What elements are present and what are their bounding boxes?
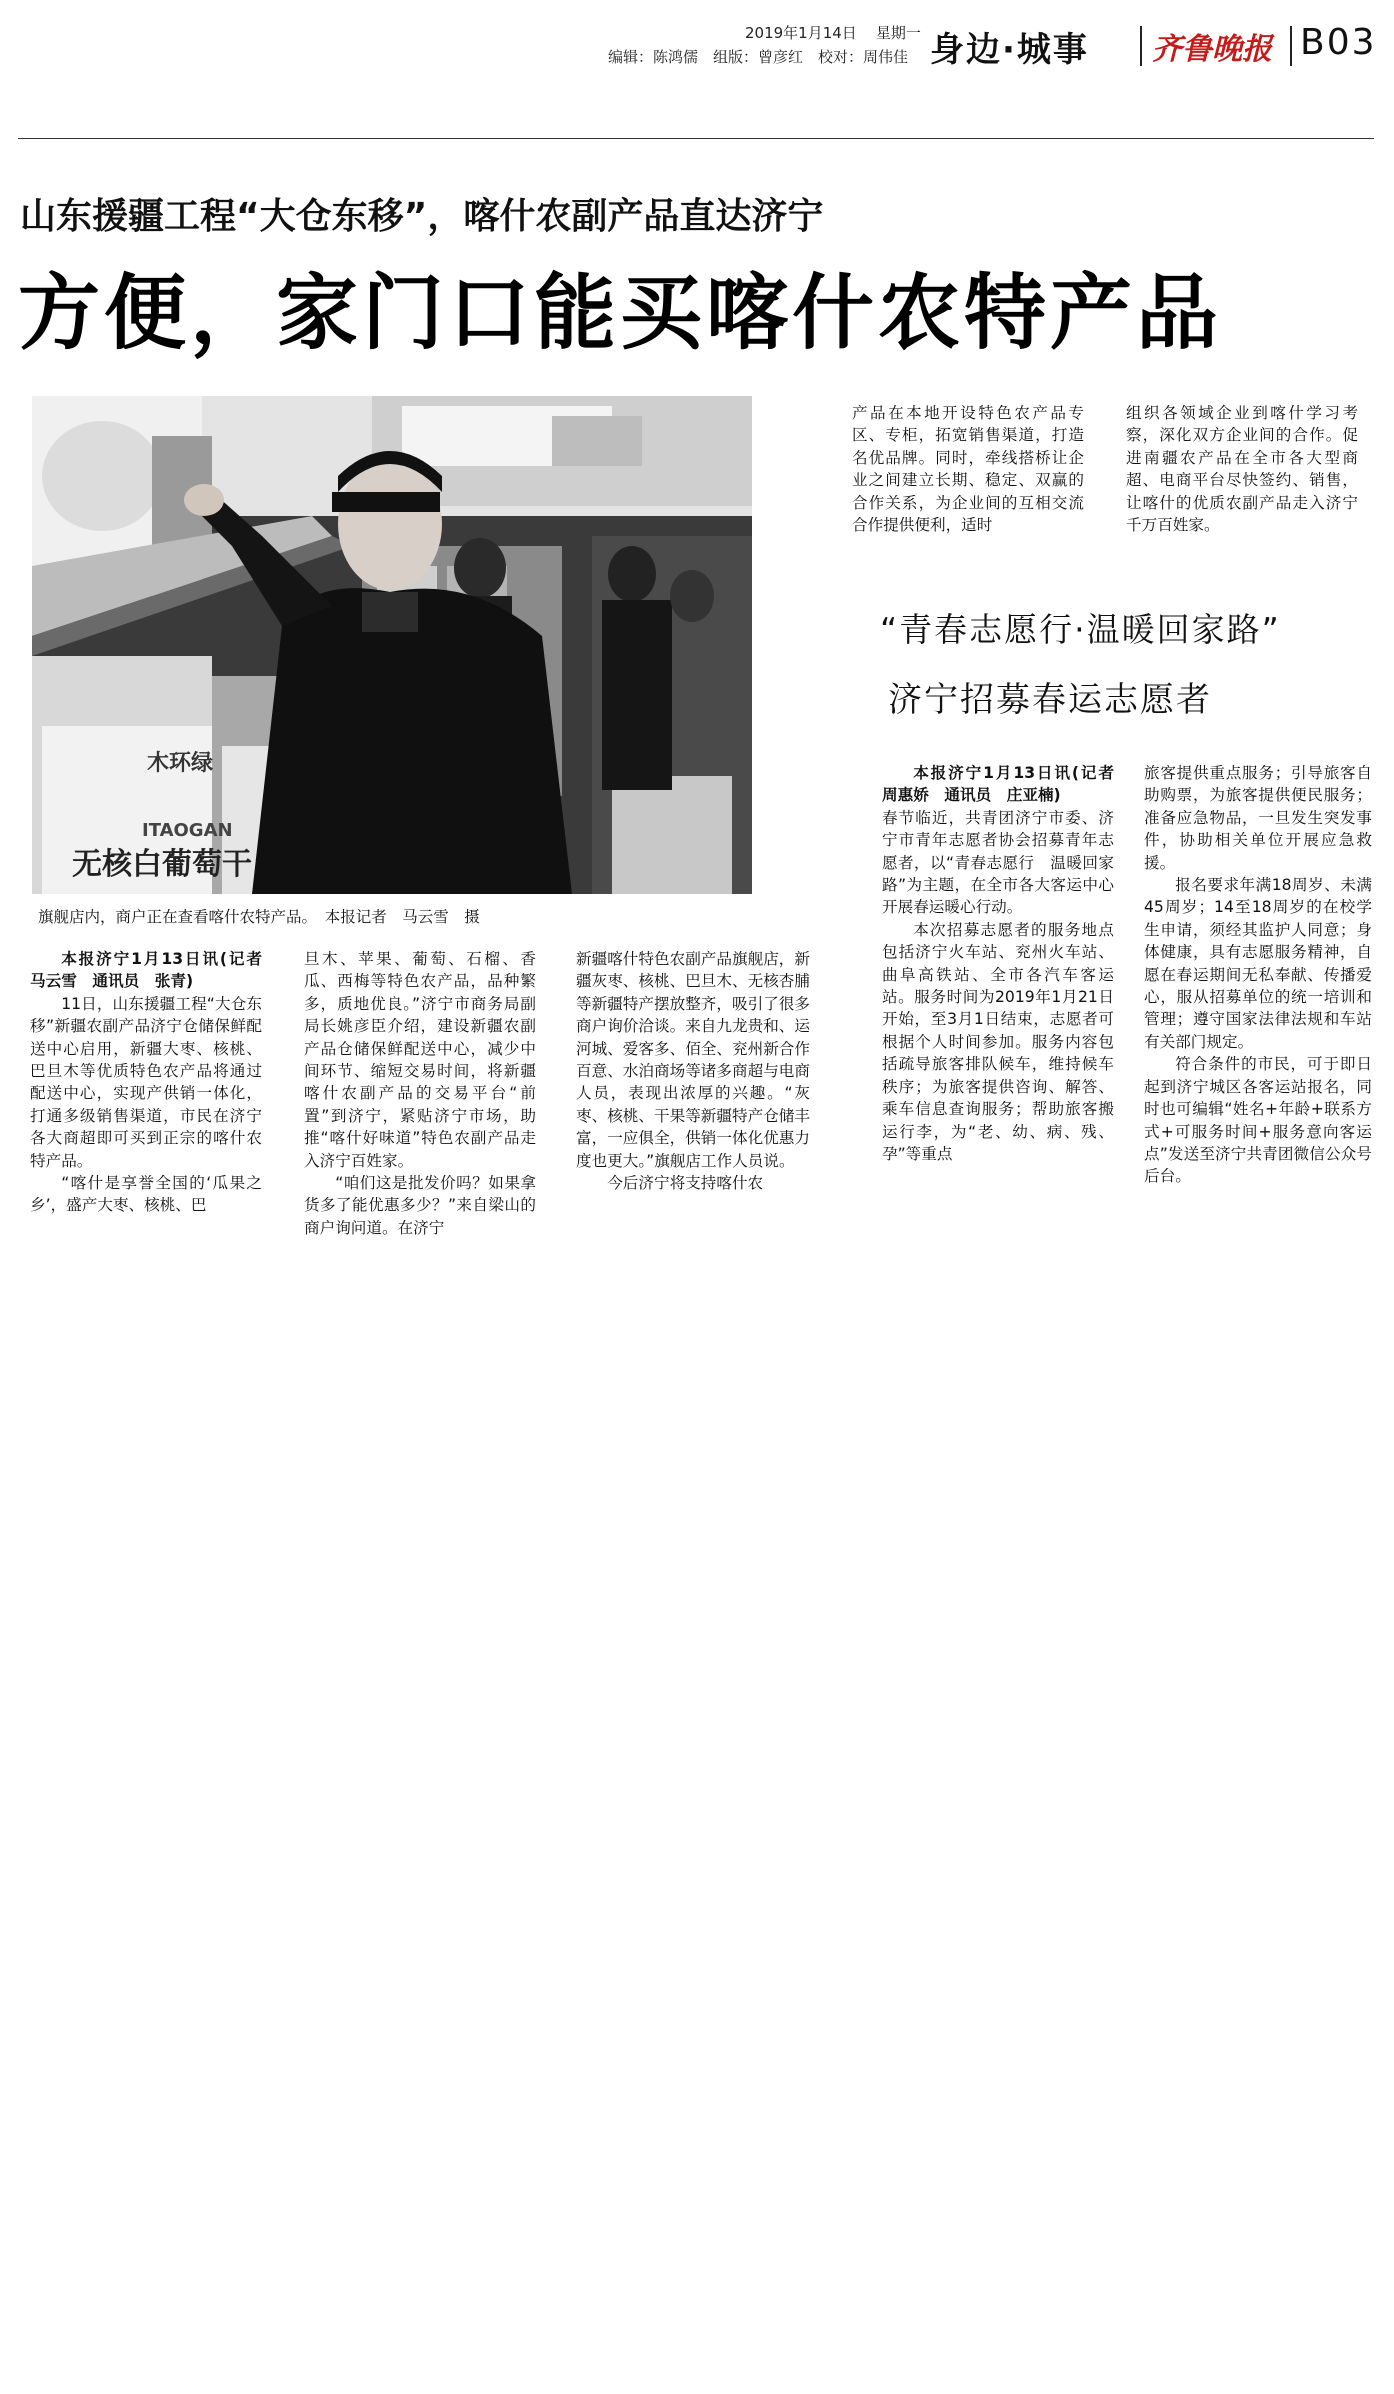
package-pinyin-text: ITAOGAN [142, 820, 233, 841]
page-number: B03 [1300, 22, 1377, 63]
story2-paragraph: 报名要求年满18周岁、未满45周岁；14至18周岁的在校学生申请，须经其监护人同意；身体健康，具有志愿服务精神，自愿在春运期间无私奉献、传播爱心，服从招募单位的统一培训和管理；遵守国家法律法规和车站有关部门规定。 [1144, 876, 1372, 1051]
story2-column-b [1144, 762, 1372, 1188]
story1-paragraph: 旦木、苹果、葡萄、石榴、香瓜、西梅等特色农产品，品种繁多，质地优良。”济宁市商务局副局长姚彦臣介绍，建设新疆农副产品仓储保鲜配送中心，减少中间环节、缩短交易时间，将新疆喀什农副产品的交易平台“前置”到济宁，紧贴济宁市场，助推“喀什好味道”特色农副产品走入济宁百姓家。 [304, 950, 536, 1170]
story2-paragraph: 符合条件的市民，可于即日起到济宁城区各客运站报名，同时也可编辑“姓名+年龄+联系方式+可服务时间+服务意向客运点”发送至济宁共青团微信公众号后台。 [1144, 1055, 1372, 1186]
header-rule [18, 138, 1374, 139]
story2-column-a [882, 762, 1130, 1165]
story2-paragraph: 春节临近，共青团济宁市委、济宁市青年志愿者协会招募青年志愿者，以“青春志愿行 温暖回家路”为主题，在全市各大客运中心开展春运暖心行动。 [882, 808, 1114, 917]
issue-date-line [745, 22, 921, 44]
story1-column-5 [1126, 402, 1358, 536]
newspaper-logo: 齐鲁晚报 [1152, 32, 1272, 67]
header-divider [1290, 26, 1292, 66]
photo-caption: 旗舰店内，商户正在查看喀什农特产品。 本报记者 马云雪 摄 [38, 908, 480, 926]
story1-paragraph: 今后济宁将支持喀什农 [607, 1174, 764, 1193]
story2-subhead: “青春志愿行·温暖回家路” [880, 610, 1281, 649]
story1-column-4 [852, 402, 1084, 536]
story1-subhead: 山东援疆工程“大仓东移”，喀什农副产品直达济宁 [20, 196, 824, 237]
header-divider [1140, 26, 1142, 66]
story2-byline: 本报济宁1月13日讯(记者 周惠娇 通讯员 庄亚楠) [882, 764, 1130, 805]
story1-column-1 [30, 948, 278, 1217]
story1-paragraph: 组织各领域企业到喀什学习考察，深化双方企业间的合作。促进南疆农产品在全市各大型商超、电商平台尽快签约、销售，让喀什的优质农副产品走入济宁千万百姓家。 [1126, 404, 1358, 535]
section-title: 身边·城事 [930, 30, 1089, 70]
story1-paragraph: “喀什是享誉全国的‘瓜果之乡’，盛产大枣、核桃、巴 [30, 1174, 262, 1215]
story1-paragraph: 产品在本地开设特色农产品专区、专柜，拓宽销售渠道，打造名优品牌。同时，牵线搭桥让企业之间建立长期、稳定、双赢的合作关系，为企业间的互相交流合作提供便利，适时 [852, 404, 1084, 535]
story1-photo [32, 396, 752, 894]
story1-byline: 本报济宁1月13日讯(记者 马云雪 通讯员 张青) [30, 950, 278, 991]
story1-paragraph: 新疆喀什特色农副产品旗舰店，新疆灰枣、核桃、巴旦木、无核杏脯等新疆特产摆放整齐，吸引了很多商户询价洽谈。来自九龙贵和、运河城、爱客多、佰全、兖州新合作百意、水泊商场等诸多商超与电商人员，表现出浓厚的兴趣。“灰枣、核桃、干果等新疆特产仓储丰富，一应俱全，供销一体化优惠力度也更大。”旗舰店工作人员说。 [576, 950, 810, 1170]
package-brand-text: 木环绿 [147, 751, 214, 776]
story1-paragraph: 11日，山东援疆工程“大仓东移”新疆农副产品济宁仓储保鲜配送中心启用，新疆大枣、核桃、巴旦木等优质特色农产品将通过配送中心，实现产供销一体化，打通多级销售渠道，市民在济宁各大商超即可买到正宗的喀什农特产品。 [30, 994, 262, 1170]
shop-scene-illustration [32, 396, 752, 894]
story2-paragraph: 旅客提供重点服务；引导旅客自助购票，为旅客提供便民服务；准备应急物品，一旦发生突发事件，协助相关单位开展应急救援。 [1144, 764, 1372, 872]
story1-column-2 [304, 948, 536, 1239]
issue-date: 2019年1月14日 [745, 24, 857, 42]
story2-paragraph: 本次招募志愿者的服务地点包括济宁火车站、兖州火车站、曲阜高铁站、全市各汽车客运站。服务时间为2019年1月21日开始，至3月1日结束，志愿者可根据个人时间参加。服务内容包括疏导旅客排队候车，维持候车秩序；为旅客提供咨询、解答、乘车信息查询服务；帮助旅客搬运行李，为“老、幼、病、残、孕”等重点 [882, 920, 1114, 1163]
story1-column-3 [576, 948, 810, 1194]
editor-credits: 编辑：陈鸿儒 组版：曾彦红 校对：周伟佳 [608, 48, 909, 66]
story2-headline: 济宁招募春运志愿者 [888, 680, 1212, 720]
story1-paragraph: “咱们这是批发价吗？如果拿货多了能优惠多少？”来自梁山的商户询问道。在济宁 [304, 1174, 536, 1237]
package-product-text: 无核白葡萄干 [72, 847, 252, 882]
story1-headline: 方便，家门口能买喀什农特产品 [18, 266, 1223, 361]
issue-weekday: 星期一 [875, 24, 921, 42]
